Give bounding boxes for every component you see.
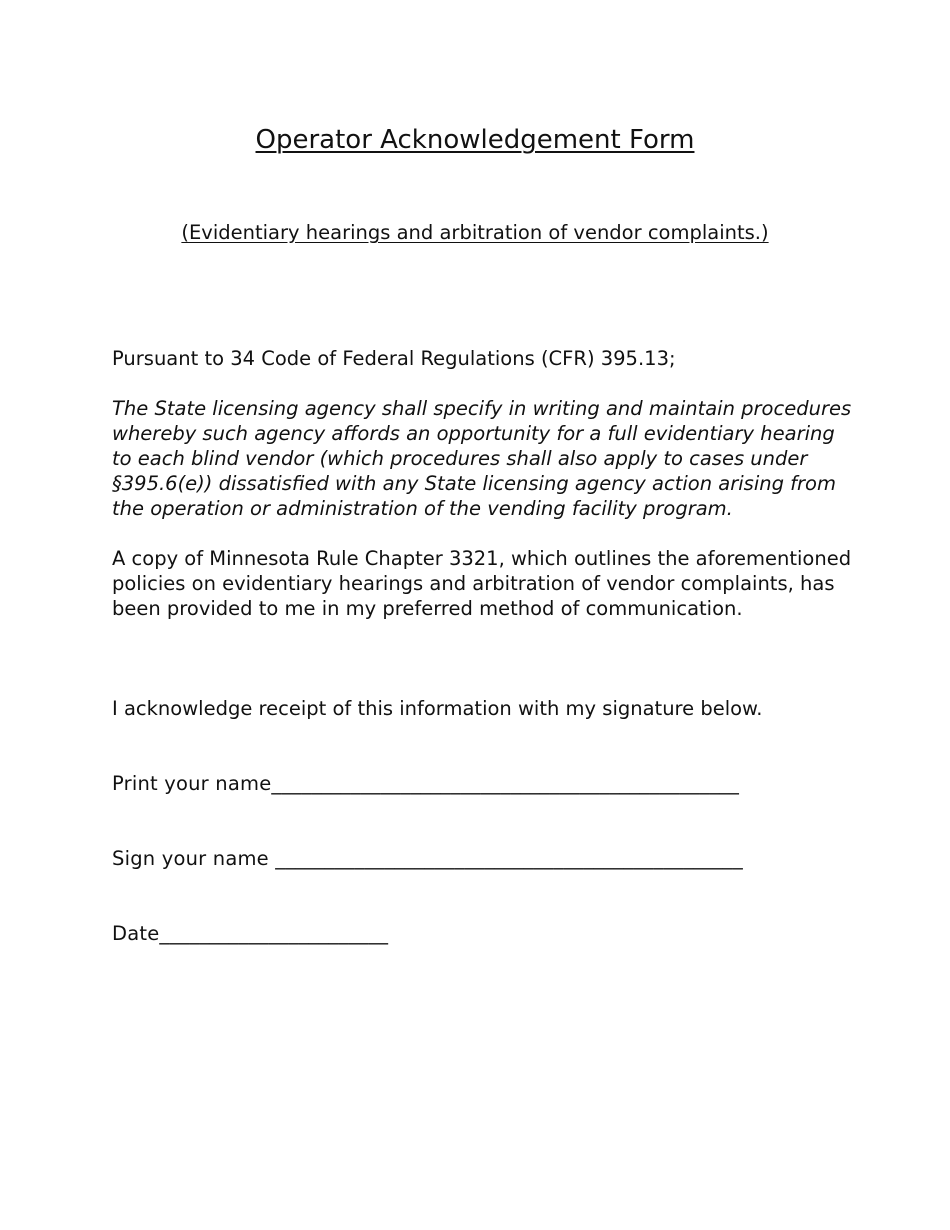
date-field[interactable]: Date_______________________: [112, 922, 389, 945]
acknowledgement-statement: I acknowledge receipt of this information with my signature below.: [112, 697, 763, 720]
form-title: Operator Acknowledgement Form: [255, 125, 695, 155]
form-subtitle: (Evidentiary hearings and arbitration of vendor complaints.): [181, 221, 769, 244]
quoted-regulation: The State licensing agency shall specify in writing and maintain procedures whereby such agency affords an opportunity for a full evidentiary hearing to each blind vendor (which procedures shall also apply to cases under §395.6(e)) dissatisfied with any State licensing agency action arising from the operation or administration of the vending facility program.: [112, 397, 852, 520]
regulation-reference: Pursuant to 34 Code of Federal Regulations (CFR) 395.13;: [112, 347, 676, 370]
sign-name-field[interactable]: Sign your name _______________________________________________: [112, 847, 743, 870]
print-name-field[interactable]: Print your name_______________________________________________: [112, 772, 740, 795]
copy-statement: A copy of Minnesota Rule Chapter 3321, which outlines the aforementioned policies on evidentiary hearings and arbitration of vendor complaints, has been provided to me in my preferred method of communication.: [112, 547, 852, 620]
